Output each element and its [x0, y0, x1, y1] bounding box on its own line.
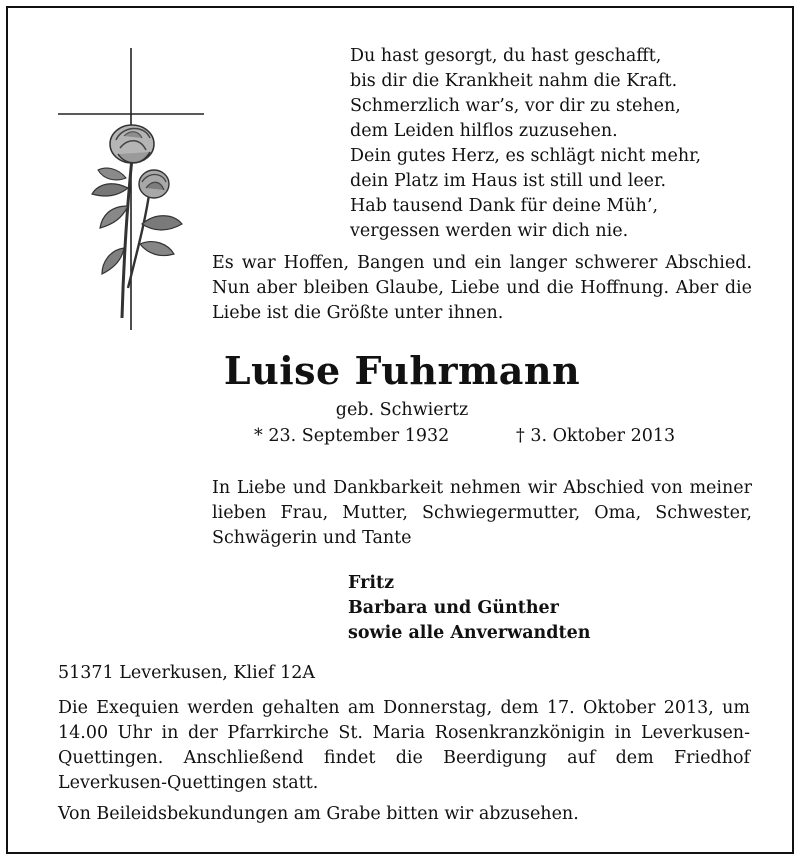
cross-with-roses-icon [58, 48, 208, 338]
address: 51371 Leverkusen, Klief 12A [58, 663, 315, 683]
mourner: sowie alle Anverwandten [348, 623, 591, 643]
mourner: Barbara und Günther [348, 598, 559, 618]
poem-line: dein Platz im Haus ist still und leer. [350, 171, 667, 191]
intro-paragraph: Es war Hoffen, Bangen und ein langer schwerer Abschied. Nun aber bleiben Glaube, Liebe und die Hoffnung. Aber die Liebe ist die Größte unter ihnen. [212, 253, 752, 323]
service-paragraph: Die Exequien werden gehalten am Donnerstag, dem 17. Oktober 2013, um 14.00 Uhr in der Pfarrkirche St. Maria Rosenkranzkönigin in Leverkusen-Quettingen. Anschließend findet die Beerdigung auf dem Friedhof Leverkusen-Quettingen statt. [58, 698, 750, 793]
maiden-name: geb. Schwiertz [335, 400, 469, 420]
deceased-name: Luise Fuhrmann [223, 348, 581, 393]
obituary-notice [6, 6, 794, 854]
poem [350, 44, 701, 244]
farewell-paragraph: In Liebe und Dankbarkeit nehmen wir Abschied von meiner lieben Frau, Mutter, Schwiegermutter, Oma, Schwester, Schwägerin und Tante [212, 478, 752, 548]
poem-line: Hab tausend Dank für deine Müh’, [350, 196, 659, 216]
mourner: Fritz [348, 573, 395, 593]
poem-line: bis dir die Krankheit nahm die Kraft. [350, 71, 678, 91]
poem-line: vergessen werden wir dich nie. [350, 221, 629, 241]
poem-line: dem Leiden hilflos zuzusehen. [350, 121, 618, 141]
birth-date: * 23. September 1932 [254, 426, 450, 446]
death-date: † 3. Oktober 2013 [516, 426, 676, 446]
condolence-note: Von Beileidsbekundungen am Grabe bitten wir abzusehen. [58, 804, 579, 824]
poem-line: Du hast gesorgt, du hast geschafft, [350, 46, 662, 66]
poem-line: Dein gutes Herz, es schlägt nicht mehr, [350, 146, 702, 166]
poem-line: Schmerzlich war’s, vor dir zu stehen, [350, 96, 681, 116]
mourners-list [348, 571, 590, 646]
